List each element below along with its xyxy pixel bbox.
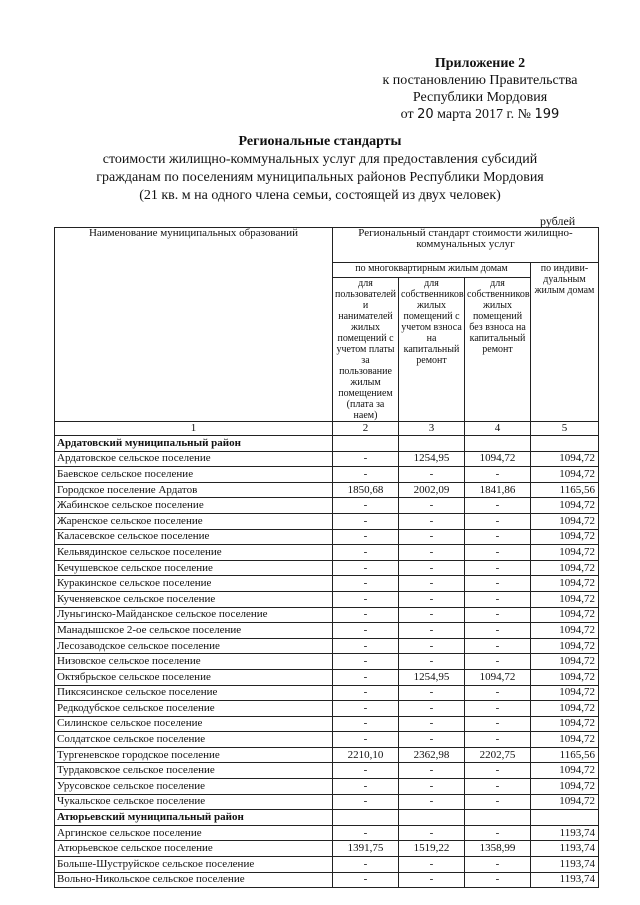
value-cell: - xyxy=(399,716,465,732)
value-cell: 1094,72 xyxy=(531,607,599,623)
value-cell: - xyxy=(333,467,399,483)
value-cell: - xyxy=(333,591,399,607)
table-row xyxy=(55,467,599,483)
value-cell: 1165,56 xyxy=(531,747,599,763)
index-cell: 3 xyxy=(399,422,465,436)
settlement-name: Турдаковское сельское поселение xyxy=(55,763,333,779)
value-cell: - xyxy=(399,685,465,701)
date-day: 20 xyxy=(417,107,434,122)
table-row xyxy=(55,498,599,514)
value-cell: - xyxy=(465,498,531,514)
empty-cell xyxy=(333,810,399,826)
value-cell: - xyxy=(465,685,531,701)
table-row xyxy=(55,872,599,888)
table-row xyxy=(55,779,599,795)
value-cell: 1094,72 xyxy=(531,701,599,717)
value-cell: - xyxy=(333,701,399,717)
value-cell: 1193,74 xyxy=(531,872,599,888)
value-cell: 1094,72 xyxy=(531,623,599,639)
settlement-name: Ардатовское сельское поселение xyxy=(55,451,333,467)
value-cell: - xyxy=(465,513,531,529)
section-name: Атюрьевский муниципальный район xyxy=(55,810,333,826)
value-cell: - xyxy=(465,763,531,779)
header-col3: для собственников жилых помещений с учетом взноса на капитальный ремонт xyxy=(399,278,465,422)
value-cell: 1094,72 xyxy=(465,451,531,467)
value-cell: 1094,72 xyxy=(531,467,599,483)
value-cell: - xyxy=(333,654,399,670)
value-cell: - xyxy=(333,607,399,623)
appendix-line: Республики Мордовия xyxy=(412,90,548,105)
value-cell: - xyxy=(465,638,531,654)
value-cell: 1094,72 xyxy=(531,654,599,670)
value-cell: 2202,75 xyxy=(465,747,531,763)
value-cell: 1094,72 xyxy=(531,716,599,732)
value-cell: - xyxy=(399,498,465,514)
value-cell: - xyxy=(465,607,531,623)
value-cell: - xyxy=(465,654,531,670)
section-row xyxy=(55,810,599,826)
value-cell: 1094,72 xyxy=(531,685,599,701)
settlement-name: Аргинское сельское поселение xyxy=(55,825,333,841)
empty-cell xyxy=(531,810,599,826)
value-cell: - xyxy=(399,779,465,795)
appendix-line: к постановлению Правительства xyxy=(382,73,578,88)
index-cell: 4 xyxy=(465,422,531,436)
settlement-name: Низовское сельское поселение xyxy=(55,654,333,670)
value-cell: - xyxy=(333,498,399,514)
appendix-block xyxy=(360,56,600,123)
value-cell: 1094,72 xyxy=(531,591,599,607)
value-cell: - xyxy=(333,545,399,561)
value-cell: - xyxy=(333,451,399,467)
empty-cell xyxy=(465,436,531,452)
value-cell: - xyxy=(465,529,531,545)
settlement-name: Жаренское сельское поселение xyxy=(55,513,333,529)
value-cell: 1094,72 xyxy=(531,451,599,467)
document-heading xyxy=(40,133,600,205)
settlement-name: Луньгинско-Майданское сельское поселение xyxy=(55,607,333,623)
value-cell: - xyxy=(333,794,399,810)
value-cell: - xyxy=(465,857,531,873)
value-cell: - xyxy=(399,701,465,717)
value-cell: 1358,99 xyxy=(465,841,531,857)
appendix-title: Приложение 2 xyxy=(434,56,526,71)
value-cell: 1193,74 xyxy=(531,841,599,857)
value-cell: 1094,72 xyxy=(465,669,531,685)
value-cell: - xyxy=(399,825,465,841)
value-cell: 1094,72 xyxy=(531,576,599,592)
value-cell: 1094,72 xyxy=(531,732,599,748)
value-cell: - xyxy=(333,576,399,592)
settlement-name: Редкодубское сельское поселение xyxy=(55,701,333,717)
settlement-name: Урусовское сельское поселение xyxy=(55,779,333,795)
value-cell: - xyxy=(399,857,465,873)
value-cell: 1094,72 xyxy=(531,529,599,545)
header-multi: по многоквартирным жилым домам xyxy=(333,263,531,278)
value-cell: - xyxy=(399,545,465,561)
table-row xyxy=(55,623,599,639)
section-row xyxy=(55,436,599,452)
header-standard: Региональный стандарт стоимости жилищно-коммунальных услуг xyxy=(333,228,599,263)
value-cell: 1094,72 xyxy=(531,545,599,561)
empty-cell xyxy=(333,436,399,452)
value-cell: - xyxy=(399,591,465,607)
settlement-name: Манадышское 2-ое сельское поселение xyxy=(55,623,333,639)
value-cell: - xyxy=(333,763,399,779)
value-cell: 1193,74 xyxy=(531,825,599,841)
table-row xyxy=(55,763,599,779)
header-name: Наименование муниципальных образований xyxy=(55,228,333,422)
settlement-name: Тургеневское городское поселение xyxy=(55,747,333,763)
value-cell: - xyxy=(465,872,531,888)
date-rest: марта 2017 г. № xyxy=(437,107,531,122)
value-cell: - xyxy=(465,591,531,607)
settlement-name: Куракинское сельское поселение xyxy=(55,576,333,592)
value-cell: - xyxy=(333,638,399,654)
table-row xyxy=(55,654,599,670)
value-cell: - xyxy=(333,872,399,888)
settlement-name: Кученяевское сельское поселение xyxy=(55,591,333,607)
appendix-date xyxy=(360,106,600,123)
value-cell: - xyxy=(399,638,465,654)
document-subtitle: стоимости жилищно-коммунальных услуг для предоставления субсидий xyxy=(102,152,538,167)
empty-cell xyxy=(399,436,465,452)
value-cell: 1094,72 xyxy=(531,763,599,779)
value-cell: - xyxy=(399,467,465,483)
value-cell: - xyxy=(465,560,531,576)
settlement-name: Атюрьевское сельское поселение xyxy=(55,841,333,857)
value-cell: 1094,72 xyxy=(531,779,599,795)
value-cell: - xyxy=(399,576,465,592)
date-prefix: от xyxy=(400,107,414,122)
table-row xyxy=(55,669,599,685)
table-row xyxy=(55,560,599,576)
value-cell: - xyxy=(333,857,399,873)
value-cell: - xyxy=(465,701,531,717)
settlement-name: Чукальское сельское поселение xyxy=(55,794,333,810)
table-row xyxy=(55,841,599,857)
settlement-name: Солдатское сельское поселение xyxy=(55,732,333,748)
value-cell: 1254,95 xyxy=(399,451,465,467)
table-row xyxy=(55,685,599,701)
empty-cell xyxy=(531,436,599,452)
empty-cell xyxy=(465,810,531,826)
value-cell: 1254,95 xyxy=(399,669,465,685)
document-subtitle: гражданам по поселениям муниципальных районов Республики Мордовия xyxy=(96,170,544,185)
value-cell: - xyxy=(465,779,531,795)
table-header xyxy=(55,228,599,422)
value-cell: - xyxy=(399,513,465,529)
value-cell: - xyxy=(399,607,465,623)
settlement-name: Жабинское сельское поселение xyxy=(55,498,333,514)
value-cell: 1850,68 xyxy=(333,482,399,498)
unit-label: рублей xyxy=(540,214,576,228)
value-cell: 1094,72 xyxy=(531,794,599,810)
value-cell: - xyxy=(399,763,465,779)
value-cell: - xyxy=(399,560,465,576)
table-row xyxy=(55,451,599,467)
settlement-name: Городское поселение Ардатов xyxy=(55,482,333,498)
table-row xyxy=(55,825,599,841)
value-cell: 2210,10 xyxy=(333,747,399,763)
value-cell: 1094,72 xyxy=(531,669,599,685)
table-row xyxy=(55,513,599,529)
value-cell: 1094,72 xyxy=(531,498,599,514)
table-row xyxy=(55,857,599,873)
settlement-name: Баевское сельское поселение xyxy=(55,467,333,483)
table-row xyxy=(55,482,599,498)
value-cell: - xyxy=(333,825,399,841)
value-cell: 1519,22 xyxy=(399,841,465,857)
value-cell: - xyxy=(465,825,531,841)
value-cell: - xyxy=(465,545,531,561)
table-row xyxy=(55,638,599,654)
settlement-name: Больше-Шуструйское сельское поселение xyxy=(55,857,333,873)
value-cell: - xyxy=(399,732,465,748)
table-row xyxy=(55,701,599,717)
value-cell: - xyxy=(465,576,531,592)
table-row xyxy=(55,591,599,607)
header-col4: для собственников жилых помещений без взноса на капитальный ремонт xyxy=(465,278,531,422)
section-name: Ардатовский муниципальный район xyxy=(55,436,333,452)
empty-cell xyxy=(399,810,465,826)
value-cell: 1094,72 xyxy=(531,513,599,529)
value-cell: - xyxy=(333,560,399,576)
standards-table xyxy=(54,227,599,888)
value-cell: - xyxy=(333,529,399,545)
settlement-name: Вольно-Никольское сельское поселение xyxy=(55,872,333,888)
value-cell: 2362,98 xyxy=(399,747,465,763)
column-index-row xyxy=(55,422,599,436)
value-cell: 1094,72 xyxy=(531,638,599,654)
value-cell: - xyxy=(465,623,531,639)
value-cell: 1165,56 xyxy=(531,482,599,498)
value-cell: - xyxy=(399,623,465,639)
table-row xyxy=(55,576,599,592)
settlement-name: Пиксясинское сельское поселение xyxy=(55,685,333,701)
date-number: 199 xyxy=(534,107,560,122)
value-cell: - xyxy=(333,685,399,701)
table-row xyxy=(55,732,599,748)
value-cell: - xyxy=(333,513,399,529)
settlement-name: Кечушевское сельское поселение xyxy=(55,560,333,576)
value-cell: - xyxy=(399,794,465,810)
table-row xyxy=(55,529,599,545)
settlement-name: Октябрьское сельское поселение xyxy=(55,669,333,685)
value-cell: - xyxy=(333,669,399,685)
value-cell: - xyxy=(333,779,399,795)
header-individual: по индиви-дуальным жилым домам xyxy=(531,263,599,422)
index-cell: 1 xyxy=(55,422,333,436)
index-cell: 5 xyxy=(531,422,599,436)
value-cell: 1094,72 xyxy=(531,560,599,576)
value-cell: - xyxy=(465,794,531,810)
settlement-name: Лесозаводское сельское поселение xyxy=(55,638,333,654)
settlement-name: Каласевское сельское поселение xyxy=(55,529,333,545)
index-cell: 2 xyxy=(333,422,399,436)
value-cell: - xyxy=(399,654,465,670)
table-body xyxy=(55,422,599,888)
value-cell: 1841,86 xyxy=(465,482,531,498)
table-row xyxy=(55,716,599,732)
value-cell: - xyxy=(333,716,399,732)
value-cell: 1193,74 xyxy=(531,857,599,873)
value-cell: - xyxy=(465,732,531,748)
value-cell: - xyxy=(333,732,399,748)
header-col2: для пользователей и нанимателей жилых помещений с учетом платы за пользование жилым помещением (плата за наем) xyxy=(333,278,399,422)
value-cell: - xyxy=(333,623,399,639)
value-cell: - xyxy=(399,529,465,545)
document-subtitle: (21 кв. м на одного члена семьи, состоящей из двух человек) xyxy=(139,188,501,203)
settlement-name: Кельвядинское сельское поселение xyxy=(55,545,333,561)
settlement-name: Силинское сельское поселение xyxy=(55,716,333,732)
table-row xyxy=(55,747,599,763)
table-row xyxy=(55,607,599,623)
value-cell: - xyxy=(465,716,531,732)
document-title: Региональные стандарты xyxy=(238,134,402,149)
value-cell: - xyxy=(465,467,531,483)
value-cell: 1391,75 xyxy=(333,841,399,857)
value-cell: 2002,09 xyxy=(399,482,465,498)
table-row xyxy=(55,794,599,810)
value-cell: - xyxy=(399,872,465,888)
table-row xyxy=(55,545,599,561)
